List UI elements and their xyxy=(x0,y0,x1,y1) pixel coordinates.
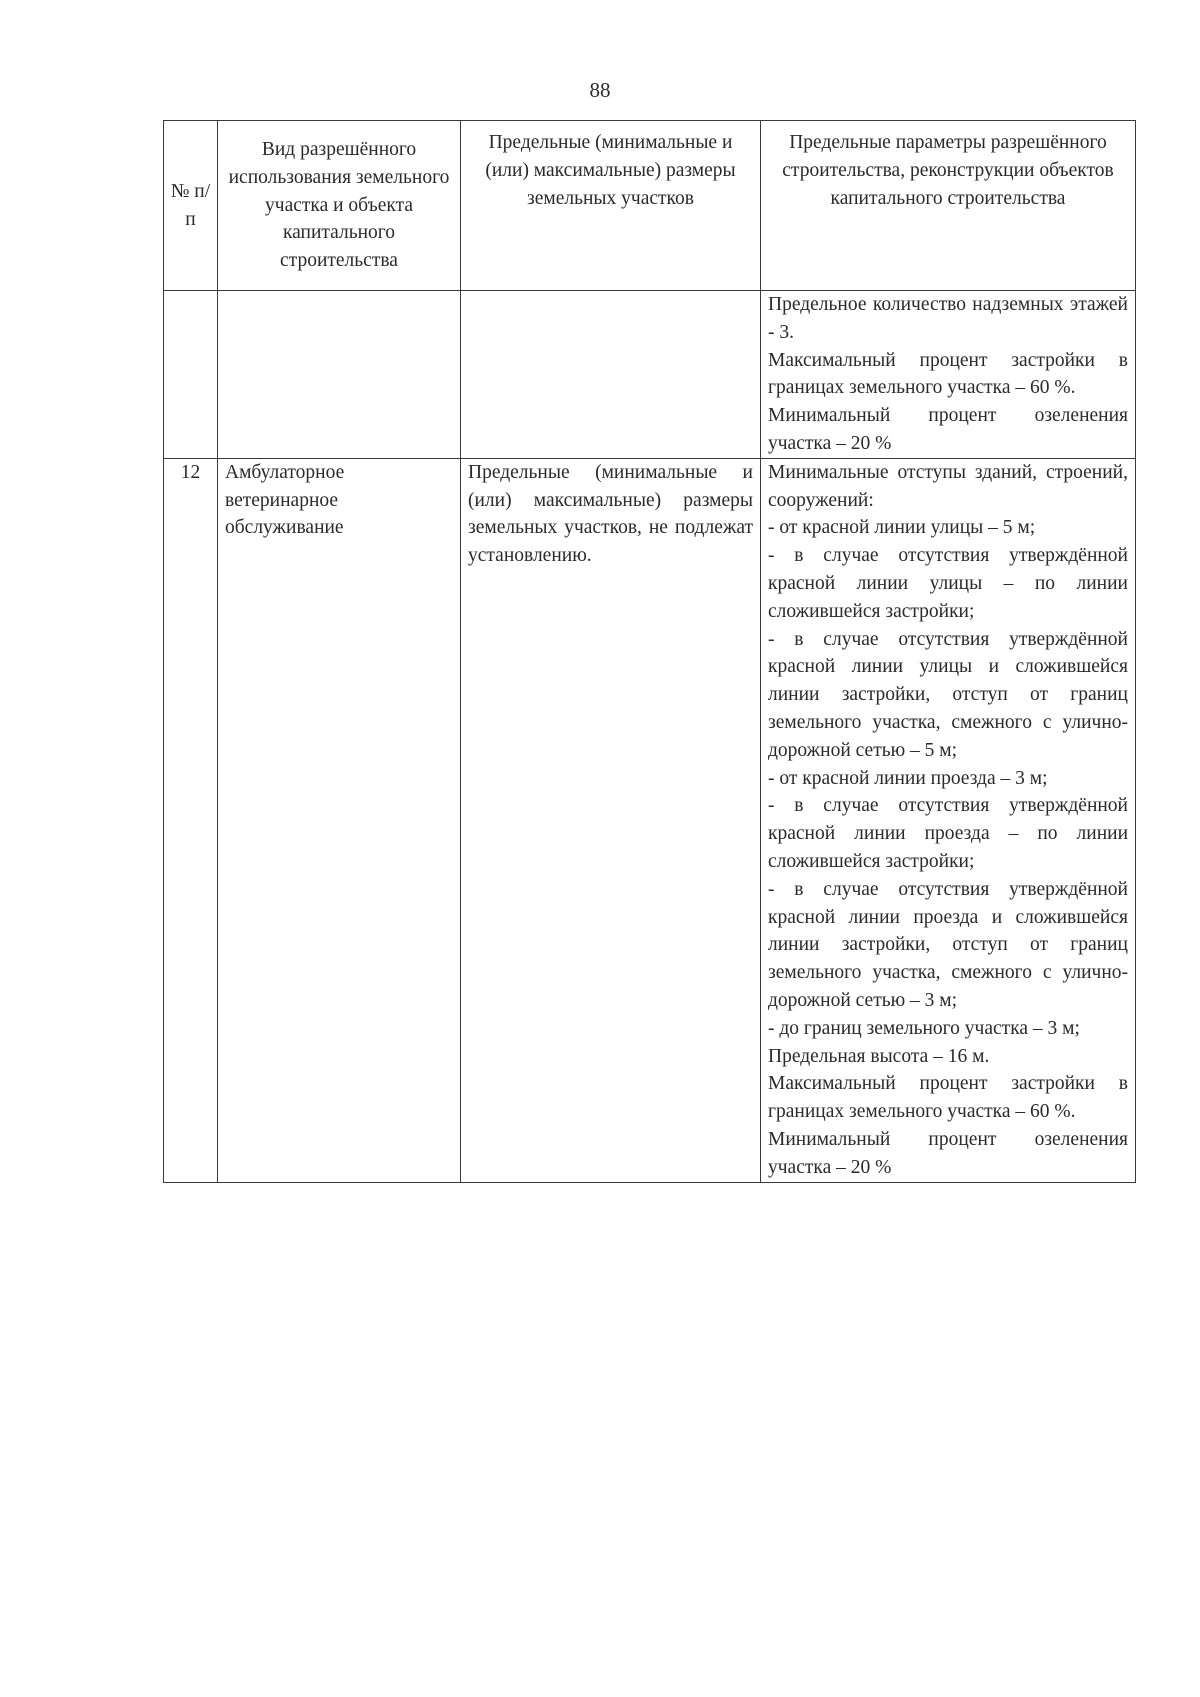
table-row-12 xyxy=(164,458,1136,1182)
header-use: Вид разрешённого использования земельного участка и объекта капитального строительства xyxy=(218,121,461,291)
param-line: Минимальный процент озеленения участка – 20 % xyxy=(768,1128,1128,1178)
cell-num-empty xyxy=(164,291,218,459)
param-line: Минимальный процент озеленения участка – 20 % xyxy=(768,405,1128,454)
param-line: Предельное количество надземных этажей - 3. xyxy=(768,294,1128,343)
param-line: - от красной линии улицы – 5 м; xyxy=(768,517,1036,539)
param-line: Максимальный процент застройки в границах земельного участка – 60 %. xyxy=(768,1073,1128,1123)
param-line: - в случае отсутствия утверждённой красной линии улицы и сложившейся линии застройки, отступ от границ земельного участка, смежного с улично-дорожной сетью – 5 м; xyxy=(768,628,1128,761)
page-number: 88 xyxy=(589,78,611,102)
param-line: - до границ земельного участка – 3 м; xyxy=(768,1017,1080,1039)
cell-params xyxy=(761,458,1136,1182)
table-row-continuation xyxy=(164,291,1136,459)
param-line: - в случае отсутствия утверждённой красной линии проезда и сложившейся линии застройки, отступ от границ земельного участка, смежного с улично-дорожной сетью – 3 м; xyxy=(768,878,1128,1011)
param-line: - от красной линии проезда – 3 м; xyxy=(768,767,1048,789)
cell-num: 12 xyxy=(164,458,218,1182)
cell-size-empty xyxy=(461,291,761,459)
land-use-table xyxy=(163,120,1136,1183)
header-size: Предельные (минимальные и (или) максимальные) размеры земельных участков xyxy=(461,121,761,291)
param-line: Минимальные отступы зданий, строений, сооружений: xyxy=(768,461,1128,511)
header-row xyxy=(164,121,1136,291)
param-line: - в случае отсутствия утверждённой красной линии проезда – по линии сложившейся застройки; xyxy=(768,795,1128,872)
cell-size: Предельные (минимальные и (или) максимальные) размеры земельных участков, не подлежат установлению. xyxy=(461,458,761,1182)
param-line: - в случае отсутствия утверждённой красной линии улицы – по линии сложившейся застройки; xyxy=(768,545,1128,622)
cell-use-empty xyxy=(218,291,461,459)
header-num: № п/п xyxy=(164,121,218,291)
header-params: Предельные параметры разрешённого строительства, реконструкции объектов капитального строительства xyxy=(761,121,1136,291)
param-line: Максимальный процент застройки в границах земельного участка – 60 %. xyxy=(768,349,1128,399)
cell-params-continuation xyxy=(761,291,1136,459)
param-line: Предельная высота – 16 м. xyxy=(768,1045,990,1067)
cell-use: Амбулаторное ветеринарное обслуживание xyxy=(218,458,461,1182)
